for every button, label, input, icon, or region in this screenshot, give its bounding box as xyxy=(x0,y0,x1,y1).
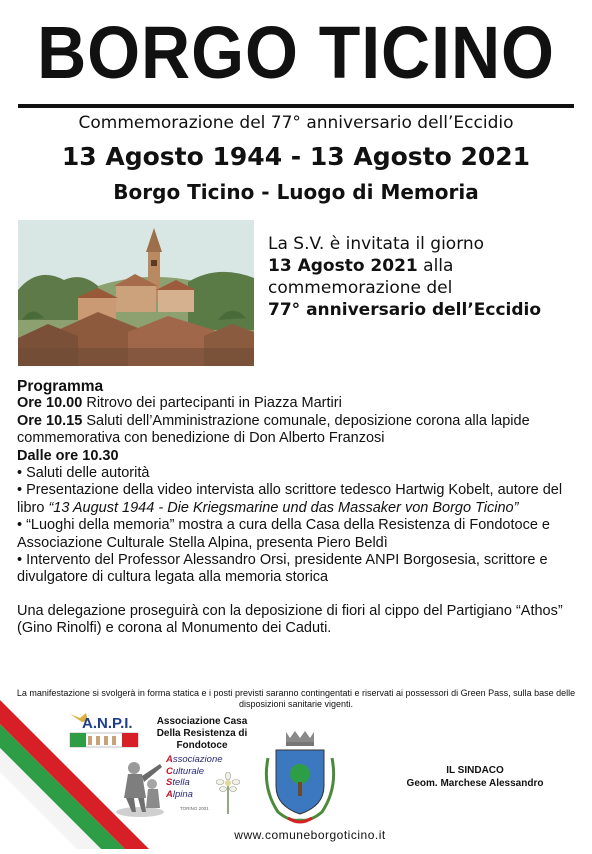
stella-initial-3: S xyxy=(166,777,173,788)
stella-rest-4: lpina xyxy=(172,788,193,800)
invite-line-1: La S.V. è invitata il giorno xyxy=(268,234,485,254)
partisan-statue-image xyxy=(112,754,168,818)
programme-heading: Programma xyxy=(17,378,104,395)
mayor-signature-block xyxy=(370,764,580,790)
item-2-time: Ore 10.15 xyxy=(17,412,83,429)
village-illustration xyxy=(18,220,254,366)
item-2-text: Saluti dell’Amministrazione comunale, deposizione corona alla lapide commemorativa con benedizione di Don Alberto Franzosi xyxy=(17,412,530,447)
village-image xyxy=(18,220,254,366)
invitation-text xyxy=(268,233,588,321)
edelweiss-icon xyxy=(216,772,240,814)
item-1-time: Ore 10.00 xyxy=(17,395,83,412)
stella-line-1 xyxy=(166,754,246,766)
from-time-label: Dalle ore 10.30 xyxy=(17,447,119,464)
programme-spacer xyxy=(17,587,582,603)
programme-bullet-3: • “Luoghi della memoria” mostra a cura della Casa della Resistenza di Fondotoce e Associazione Culturale Stella Alpina, presenta Piero Beldì xyxy=(17,517,550,551)
anpi-logo-graphic xyxy=(66,712,142,750)
casa-line-1: Associazione Casa xyxy=(156,716,248,727)
stella-rest-3: tella xyxy=(172,777,190,788)
subtitle: Commemorazione del 77° anniversario dell’Eccidio xyxy=(78,113,514,133)
invite-anniversary: 77° anniversario dell’Eccidio xyxy=(268,300,542,320)
programme-from-time xyxy=(17,448,582,465)
title-rule xyxy=(18,104,574,108)
stella-year: TORINO 2001 xyxy=(180,806,209,811)
programme-bullet-2 xyxy=(17,482,582,517)
programme-bullet-1: • Saluti delle autorità xyxy=(17,465,150,482)
stella-initial-1: A xyxy=(166,754,173,765)
disclaimer: La manifestazione si svolgerà in forma statica e i posti previsti saranno contingentati e riservati ai possessori di Green Pass, sulla base delle disposizioni sanitarie vigenti. xyxy=(16,688,576,709)
page-title: BORGO TICINO xyxy=(37,11,555,94)
stella-initial-4: A xyxy=(166,788,173,800)
invite-line-4 xyxy=(268,299,588,321)
casa-resistenza-logo-text xyxy=(142,716,262,752)
dates-heading: 13 Agosto 1944 - 13 Agosto 2021 xyxy=(61,142,531,171)
invite-date: 13 Agosto 2021 xyxy=(268,256,418,276)
programme-item-1 xyxy=(17,395,582,412)
programme-closing: Una delegazione proseguirà con la deposizione di fiori al cippo del Partigiano “Athos” (Gino Rinolfi) e corona al Monumento dei Caduti. xyxy=(17,602,563,637)
place-heading: Borgo Ticino - Luogo di Memoria xyxy=(113,180,479,204)
anpi-logo xyxy=(66,712,142,750)
coat-of-arms-graphic xyxy=(262,728,338,828)
casa-line-3: Fondotoce xyxy=(176,740,228,751)
item-1-text: Ritrovo dei partecipanti in Piazza Martiri xyxy=(82,395,342,412)
stella-initial-2: C xyxy=(166,765,173,777)
bullet-2-book-title: “13 August 1944 - Die Kriegsmarine und das Massaker von Borgo Ticino” xyxy=(48,499,519,516)
invite-line-2-rest: alla xyxy=(417,256,454,276)
mayor-title: IL SINDACO xyxy=(446,765,504,776)
edelweiss-graphic xyxy=(216,772,240,814)
casa-line-2: Della Resistenza di xyxy=(156,728,248,739)
programme-item-2 xyxy=(17,413,582,448)
coat-of-arms xyxy=(262,728,338,828)
stella-rest-1: ssociazione xyxy=(172,754,223,765)
invite-line-3: commemorazione del xyxy=(268,278,453,298)
programme-section xyxy=(17,378,582,638)
stella-rest-2: ulturale xyxy=(172,765,205,777)
programme-bullet-4: • Intervento del Professor Alessandro Orsi, presidente ANPI Borgosesia, scrittore e divulgatore di cultura legata alla memoria storica xyxy=(17,552,548,586)
invite-line-2 xyxy=(268,255,588,277)
bullet-2-text: • Presentazione della video intervista allo scrittore tedesco Hartwig Kobelt, autore del libro xyxy=(17,482,563,516)
mayor-name: Geom. Marchese Alessandro xyxy=(406,778,544,789)
anpi-logo-text: A.N.P.I. xyxy=(82,715,133,732)
partisan-statue-graphic xyxy=(112,754,168,818)
website-link[interactable]: www.comuneborgoticino.it xyxy=(234,828,386,842)
